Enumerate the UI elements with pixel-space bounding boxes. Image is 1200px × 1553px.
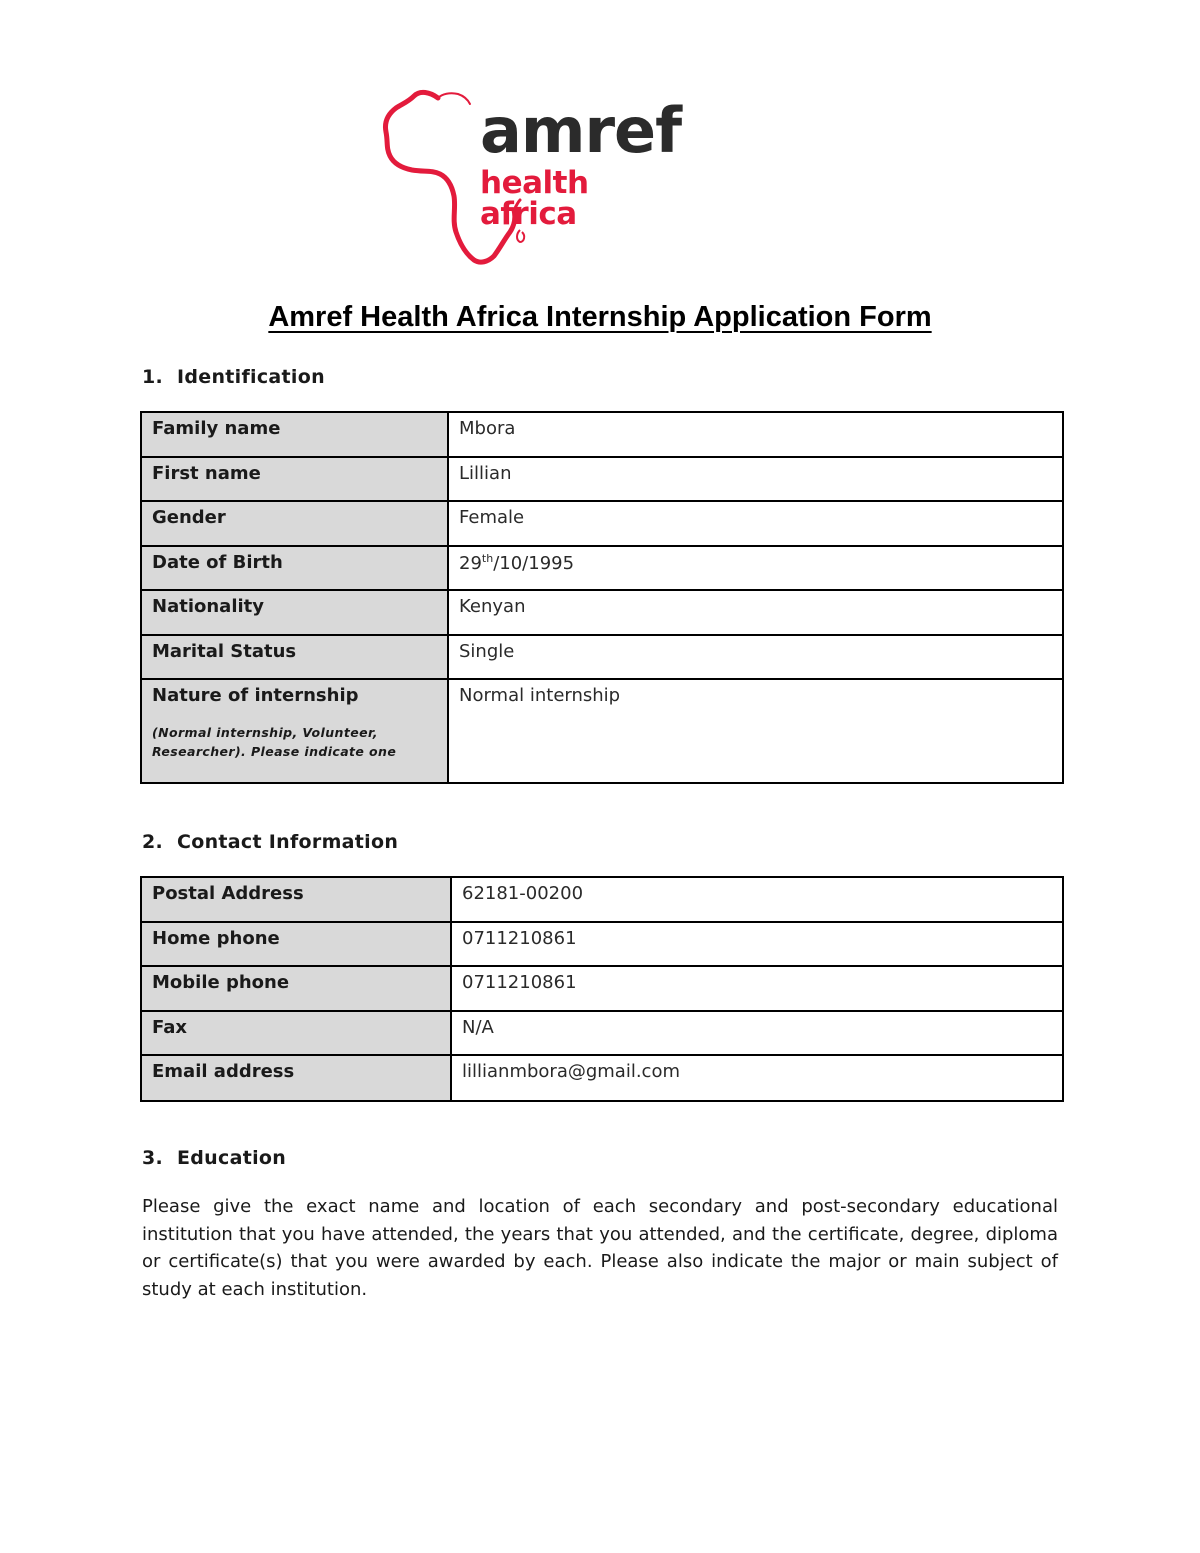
- field-label: Date of Birth: [141, 546, 448, 590]
- table-row: [141, 1055, 1063, 1101]
- table-row: [141, 501, 1063, 546]
- family-name-field[interactable]: Mbora: [448, 412, 1063, 457]
- field-label: Gender: [141, 501, 448, 546]
- section-heading-contact: [142, 831, 398, 853]
- table-row: [141, 966, 1063, 1011]
- identification-table: [140, 411, 1064, 784]
- gender-field[interactable]: Female: [448, 501, 1063, 546]
- dob-rest: /10/1995: [493, 553, 575, 574]
- table-row: [141, 1011, 1063, 1055]
- field-label: Mobile phone: [141, 966, 451, 1011]
- nature-of-internship-field[interactable]: Normal internship: [448, 679, 1063, 783]
- contact-table: [140, 876, 1064, 1102]
- table-row: [141, 635, 1063, 679]
- nationality-field[interactable]: Kenyan: [448, 590, 1063, 635]
- section-number: 3.: [142, 1147, 164, 1169]
- nature-note-line2: Researcher). Please indicate one: [152, 743, 397, 759]
- section-title: Identification: [177, 366, 325, 388]
- field-label: [141, 679, 448, 783]
- field-label: Nationality: [141, 590, 448, 635]
- field-label: Postal Address: [141, 877, 451, 922]
- field-label: Family name: [141, 412, 448, 457]
- field-label: Home phone: [141, 922, 451, 966]
- nature-note: [152, 723, 437, 762]
- field-label: Email address: [141, 1055, 451, 1101]
- dob-day: 29: [459, 553, 482, 574]
- marital-status-field[interactable]: Single: [448, 635, 1063, 679]
- page-title: Amref Health Africa Internship Application Form: [268, 301, 932, 333]
- table-row: [141, 679, 1063, 783]
- section-heading-education: [142, 1147, 286, 1169]
- fax-field[interactable]: N/A: [451, 1011, 1063, 1055]
- home-phone-field[interactable]: 0711210861: [451, 922, 1063, 966]
- postal-address-field[interactable]: 62181-00200: [451, 877, 1063, 922]
- section-title: Education: [177, 1147, 287, 1169]
- section-number: 1.: [142, 366, 164, 388]
- field-label: Fax: [141, 1011, 451, 1055]
- first-name-field[interactable]: Lillian: [448, 457, 1063, 501]
- table-row: [141, 590, 1063, 635]
- amref-logo: [380, 86, 680, 271]
- date-of-birth-field[interactable]: [448, 546, 1063, 590]
- field-label: Marital Status: [141, 635, 448, 679]
- education-instructions: Please give the exact name and location of each secondary and post-secondary educational institution that you have attended, the years that you attended, and the certificate, degree, diploma or certificate(s) that you were awarded by each. Please also indicate the major or main subject of study at each institution.: [142, 1196, 1058, 1300]
- section-heading-identification: [142, 366, 325, 388]
- table-row: [141, 922, 1063, 966]
- email-address-field[interactable]: lillianmbora@gmail.com: [451, 1055, 1063, 1101]
- section-title: Contact Information: [177, 831, 399, 853]
- logo-wordmark: amref: [480, 94, 682, 167]
- table-row: [141, 877, 1063, 922]
- mobile-phone-field[interactable]: 0711210861: [451, 966, 1063, 1011]
- table-row: [141, 546, 1063, 590]
- dob-ordinal: th: [481, 552, 494, 565]
- nature-label: Nature of internship: [152, 685, 359, 706]
- logo-tagline: health africa: [480, 165, 589, 232]
- section-number: 2.: [142, 831, 164, 853]
- nature-note-line1: (Normal internship, Volunteer,: [152, 724, 378, 740]
- table-row: [141, 412, 1063, 457]
- table-row: [141, 457, 1063, 501]
- field-label: First name: [141, 457, 448, 501]
